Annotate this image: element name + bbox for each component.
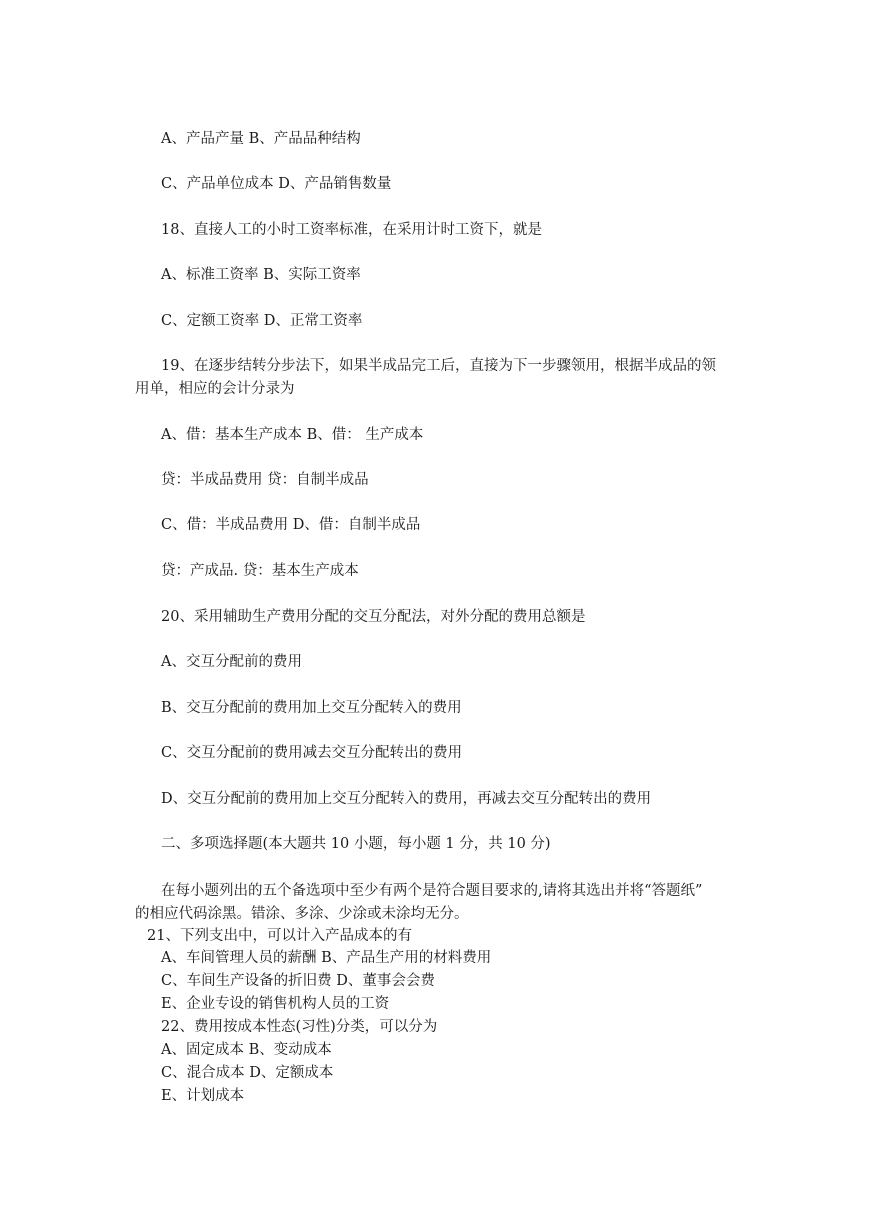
section-instructions-line1: 在每小题列出的五个备选项中至少有两个是符合题目要求的,请将其选出并将“答题纸”	[161, 883, 703, 899]
q21-options-cd: C、车间生产设备的折旧费 D、董事会会费	[161, 973, 435, 989]
q18-options-cd: C、定额工资率 D、正常工资率	[161, 313, 363, 329]
q19-option-ab-credit: 贷：半成品费用 贷：自制半成品	[161, 472, 369, 488]
q20-option-c: C、交互分配前的费用减去交互分配转出的费用	[161, 745, 463, 761]
section-heading: 二、多项选择题(本大题共 10 小题，每小题 1 分，共 10 分)	[161, 836, 551, 852]
q20-option-a: A、交互分配前的费用	[161, 654, 302, 670]
q22-options-ab: A、固定成本 B、变动成本	[161, 1042, 332, 1058]
q19-stem-line2: 用单，相应的会计分录为	[135, 381, 295, 397]
q20-stem: 20、采用辅助生产费用分配的交互分配法，对外分配的费用总额是	[161, 609, 586, 625]
q22-option-e: E、计划成本	[161, 1088, 245, 1104]
section-instructions-line2: 的相应代码涂黑。错涂、多涂、少涂或未涂均无分。	[135, 906, 469, 922]
q21-stem: 21、下列支出中，可以计入产品成本的有	[147, 928, 412, 944]
q17-options-ab: A、产品产量 B、产品品种结构	[161, 131, 361, 147]
q19-stem-line1: 19、在逐步结转分步法下，如果半成品完工后，直接为下一步骤领用，根据半成品的领	[161, 358, 716, 374]
q22-stem: 22、费用按成本性态(习性)分类，可以分为	[161, 1019, 438, 1035]
q18-stem: 18、直接人工的小时工资率标准，在采用计时工资下，就是	[161, 222, 542, 238]
q19-option-cd-credit: 贷：产成品. 贷：基本生产成本	[161, 563, 359, 579]
q20-option-d: D、交互分配前的费用加上交互分配转入的费用，再减去交互分配转出的费用	[161, 791, 652, 807]
q20-option-b: B、交互分配前的费用加上交互分配转入的费用	[161, 700, 462, 716]
q21-options-ab: A、车间管理人员的薪酬 B、产品生产用的材料费用	[161, 950, 492, 966]
q19-option-cd-debit: C、借：半成品费用 D、借：自制半成品	[161, 517, 421, 533]
q18-options-ab: A、标准工资率 B、实际工资率	[161, 267, 361, 283]
q17-options-cd: C、产品单位成本 D、产品销售数量	[161, 176, 392, 192]
q19-option-ab-debit: A、借：基本生产成本 B、借： 生产成本	[161, 427, 424, 443]
q21-option-e: E、企业专设的销售机构人员的工资	[161, 996, 390, 1012]
q22-options-cd: C、混合成本 D、定额成本	[161, 1065, 334, 1081]
